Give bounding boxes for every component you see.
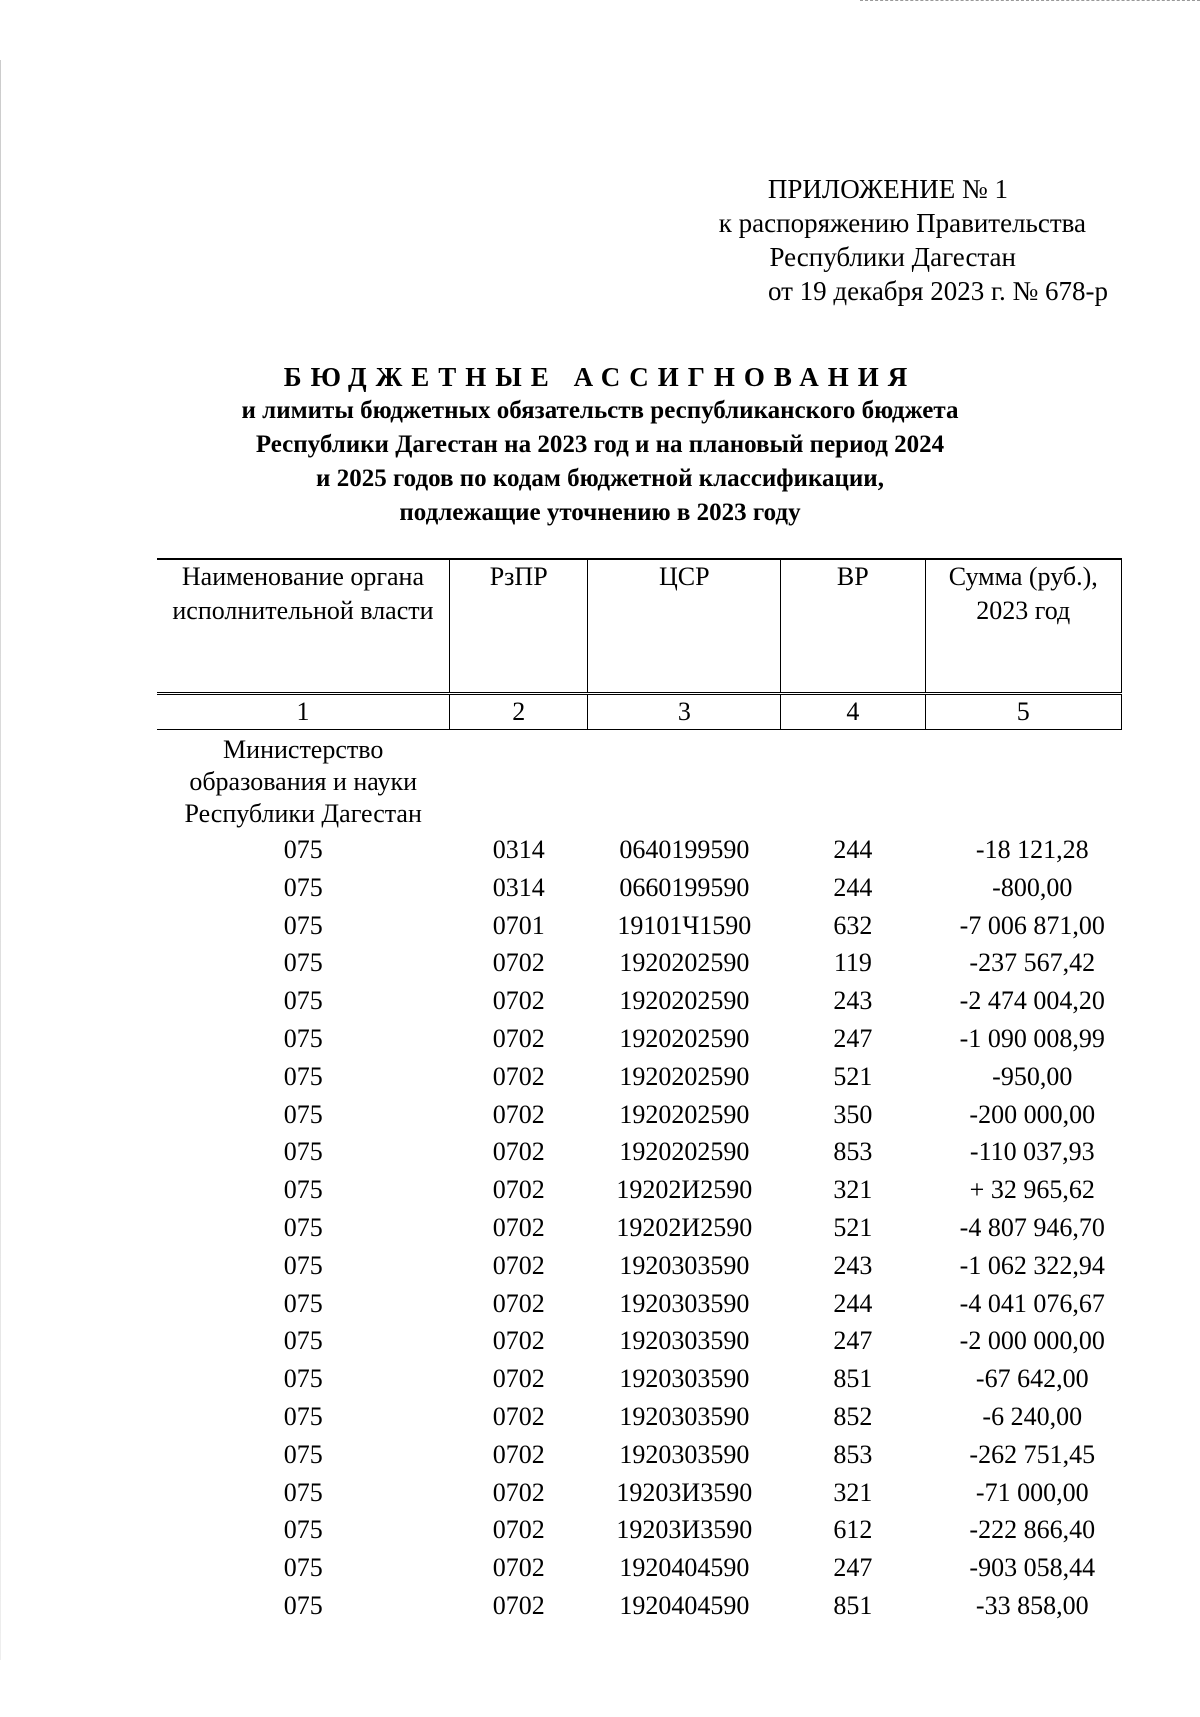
row-amount: -1 062 322,94 [959, 1250, 1105, 1280]
row-rzpr: 0702 [492, 1137, 545, 1167]
row-amount: -800,00 [992, 872, 1073, 902]
row-authority-code: 075 [283, 1137, 323, 1167]
row-authority-code: 075 [283, 1212, 323, 1242]
row-amount: -262 751,45 [969, 1439, 1096, 1469]
row-vr: 521 [833, 1061, 873, 1091]
table-row [157, 1247, 1122, 1285]
row-csr: 19203И3590 [616, 1515, 753, 1545]
row-rzpr: 0702 [492, 1439, 545, 1469]
column-number: 3 [588, 694, 781, 730]
row-vr: 321 [833, 1175, 873, 1205]
table-row [157, 982, 1122, 1020]
row-amount: -4 041 076,67 [959, 1288, 1105, 1318]
row-amount: -1 090 008,99 [959, 1023, 1105, 1053]
table-row [157, 1285, 1122, 1323]
row-csr: 1920303590 [619, 1326, 750, 1356]
column-number: 2 [449, 694, 588, 730]
row-vr: 851 [833, 1590, 873, 1620]
row-rzpr: 0702 [492, 1590, 545, 1620]
row-csr: 19203И3590 [616, 1477, 753, 1507]
row-csr: 19202И2590 [616, 1175, 753, 1205]
row-rzpr: 0702 [492, 1288, 545, 1318]
row-amount: + 32 965,62 [969, 1175, 1095, 1205]
row-amount: -222 866,40 [969, 1515, 1096, 1545]
table-row [157, 869, 1122, 907]
row-vr: 247 [833, 1326, 873, 1356]
table-row [157, 1587, 1122, 1625]
row-authority-code: 075 [283, 948, 323, 978]
row-authority-code: 075 [283, 986, 323, 1016]
row-vr: 247 [833, 1553, 873, 1583]
row-rzpr: 0702 [492, 1250, 545, 1280]
row-csr: 1920202590 [619, 1099, 750, 1129]
row-authority-code: 075 [283, 1250, 323, 1280]
row-csr: 1920202590 [619, 1137, 750, 1167]
table-row [157, 1436, 1122, 1474]
appendix-order-ref: к распоряжению Правительства [718, 208, 1086, 238]
row-vr: 612 [833, 1515, 873, 1545]
table-row [157, 1549, 1122, 1587]
row-vr: 632 [833, 910, 873, 940]
row-amount: -200 000,00 [969, 1099, 1096, 1129]
row-authority-code: 075 [283, 835, 323, 864]
row-amount: -33 858,00 [975, 1590, 1089, 1620]
scan-edge-top [860, 0, 1200, 2]
row-rzpr: 0702 [492, 1515, 545, 1545]
row-rzpr: 0702 [492, 1401, 545, 1431]
column-number: 4 [781, 694, 925, 730]
row-vr: 321 [833, 1477, 873, 1507]
row-rzpr: 0702 [492, 1023, 545, 1053]
appendix-date: от 19 декабря 2023 г. № 678-р [767, 276, 1108, 306]
row-csr: 1920303590 [619, 1401, 750, 1431]
row-authority-code: 075 [283, 1439, 323, 1469]
row-csr: 1920303590 [619, 1364, 750, 1394]
appendix-republic: Республики Дагестан [769, 242, 1016, 272]
title-line-5: подлежащие уточнению в 2023 году [399, 499, 801, 526]
row-csr: 0660199590 [619, 872, 750, 902]
table-row [157, 1096, 1122, 1134]
header-amount: Сумма (руб.), 2023 год [925, 559, 1121, 694]
ministry-name: Министерство образования и науки Республики Дагестан [184, 735, 422, 828]
row-authority-code: 075 [283, 1401, 323, 1431]
row-authority-code: 075 [283, 1477, 323, 1507]
row-authority-code: 075 [283, 1364, 323, 1394]
row-amount: -950,00 [992, 1061, 1073, 1091]
row-amount: -903 058,44 [969, 1553, 1096, 1583]
title-main: БЮДЖЕТНЫЕ АССИГНОВАНИЯ [283, 362, 917, 392]
row-vr: 853 [833, 1137, 873, 1167]
row-csr: 1920404590 [619, 1553, 750, 1583]
row-vr: 243 [833, 1250, 873, 1280]
row-amount: -7 006 871,00 [959, 910, 1105, 940]
row-csr: 1920303590 [619, 1288, 750, 1318]
row-csr: 1920303590 [619, 1250, 750, 1280]
scan-edge-left [0, 60, 1, 1660]
table-row [157, 907, 1122, 945]
row-rzpr: 0702 [492, 1477, 545, 1507]
row-amount: -110 037,93 [969, 1137, 1095, 1167]
table-row [157, 944, 1122, 982]
row-rzpr: 0701 [492, 910, 545, 940]
row-vr: 244 [833, 872, 873, 902]
row-amount: -2 474 004,20 [959, 986, 1105, 1016]
row-amount: -6 240,00 [982, 1401, 1083, 1431]
header-csr: ЦСР [588, 559, 781, 694]
table-row [157, 1322, 1122, 1360]
table-row [157, 831, 1122, 869]
table-row [157, 1511, 1122, 1549]
row-authority-code: 075 [283, 1288, 323, 1318]
row-vr: 521 [833, 1212, 873, 1242]
row-authority-code: 075 [283, 1515, 323, 1545]
row-rzpr: 0702 [492, 1553, 545, 1583]
row-amount: -67 642,00 [975, 1364, 1089, 1394]
row-csr: 1920202590 [619, 1023, 750, 1053]
row-csr: 19101Ч1590 [617, 910, 752, 940]
header-authority: Наименование органа исполнительной власти [157, 559, 449, 694]
row-vr: 350 [833, 1099, 873, 1129]
row-amount: -4 807 946,70 [959, 1212, 1105, 1242]
appendix-header [588, 172, 1108, 308]
row-authority-code: 075 [283, 872, 323, 902]
table-row [157, 1058, 1122, 1096]
title-line-2: и лимиты бюджетных обязательств республиканского бюджета [241, 397, 959, 424]
row-vr: 853 [833, 1439, 873, 1469]
row-csr: 1920303590 [619, 1439, 750, 1469]
row-rzpr: 0314 [492, 835, 545, 864]
table-row [157, 1398, 1122, 1436]
ministry-row [157, 730, 1122, 832]
row-authority-code: 075 [283, 1326, 323, 1356]
table-row [157, 1133, 1122, 1171]
row-csr: 19202И2590 [616, 1212, 753, 1242]
row-csr: 1920202590 [619, 948, 750, 978]
row-vr: 247 [833, 1023, 873, 1053]
row-authority-code: 075 [283, 1175, 323, 1205]
table-row [157, 1020, 1122, 1058]
row-vr: 852 [833, 1401, 873, 1431]
row-authority-code: 075 [283, 1590, 323, 1620]
row-vr: 851 [833, 1364, 873, 1394]
appendix-number: ПРИЛОЖЕНИЕ № 1 [767, 174, 1008, 204]
row-rzpr: 0702 [492, 1175, 545, 1205]
table-row [157, 1209, 1122, 1247]
row-vr: 119 [833, 948, 872, 978]
row-authority-code: 075 [283, 910, 323, 940]
table-header-row [157, 559, 1122, 694]
row-rzpr: 0702 [492, 1212, 545, 1242]
table-row [157, 1474, 1122, 1512]
title-line-4: и 2025 годов по кодам бюджетной классификации, [316, 465, 884, 492]
row-amount: -71 000,00 [975, 1477, 1089, 1507]
column-number-row [157, 694, 1122, 730]
row-amount: -18 121,28 [975, 835, 1089, 864]
row-vr: 244 [833, 1288, 873, 1318]
row-csr: 1920202590 [619, 1061, 750, 1091]
row-authority-code: 075 [283, 1553, 323, 1583]
row-rzpr: 0702 [492, 1099, 545, 1129]
row-authority-code: 075 [283, 1023, 323, 1053]
title-line-3: Республики Дагестан на 2023 год и на плановый период 2024 [255, 431, 945, 458]
row-csr: 0640199590 [619, 835, 750, 864]
budget-table [157, 558, 1122, 1625]
row-vr: 243 [833, 986, 873, 1016]
row-vr: 244 [833, 835, 873, 864]
row-rzpr: 0702 [492, 1364, 545, 1394]
column-number: 1 [157, 694, 449, 730]
table-row [157, 1360, 1122, 1398]
row-amount: -2 000 000,00 [959, 1326, 1105, 1356]
header-vr: ВР [781, 559, 925, 694]
row-rzpr: 0702 [492, 1326, 545, 1356]
row-rzpr: 0702 [492, 1061, 545, 1091]
row-csr: 1920404590 [619, 1590, 750, 1620]
table-row [157, 1171, 1122, 1209]
row-authority-code: 075 [283, 1061, 323, 1091]
row-rzpr: 0702 [492, 948, 545, 978]
row-csr: 1920202590 [619, 986, 750, 1016]
header-rzpr: РзПР [449, 559, 588, 694]
row-authority-code: 075 [283, 1099, 323, 1129]
column-number: 5 [925, 694, 1121, 730]
row-amount: -237 567,42 [969, 948, 1096, 978]
document-title [160, 360, 1040, 530]
row-rzpr: 0314 [492, 872, 545, 902]
row-rzpr: 0702 [492, 986, 545, 1016]
